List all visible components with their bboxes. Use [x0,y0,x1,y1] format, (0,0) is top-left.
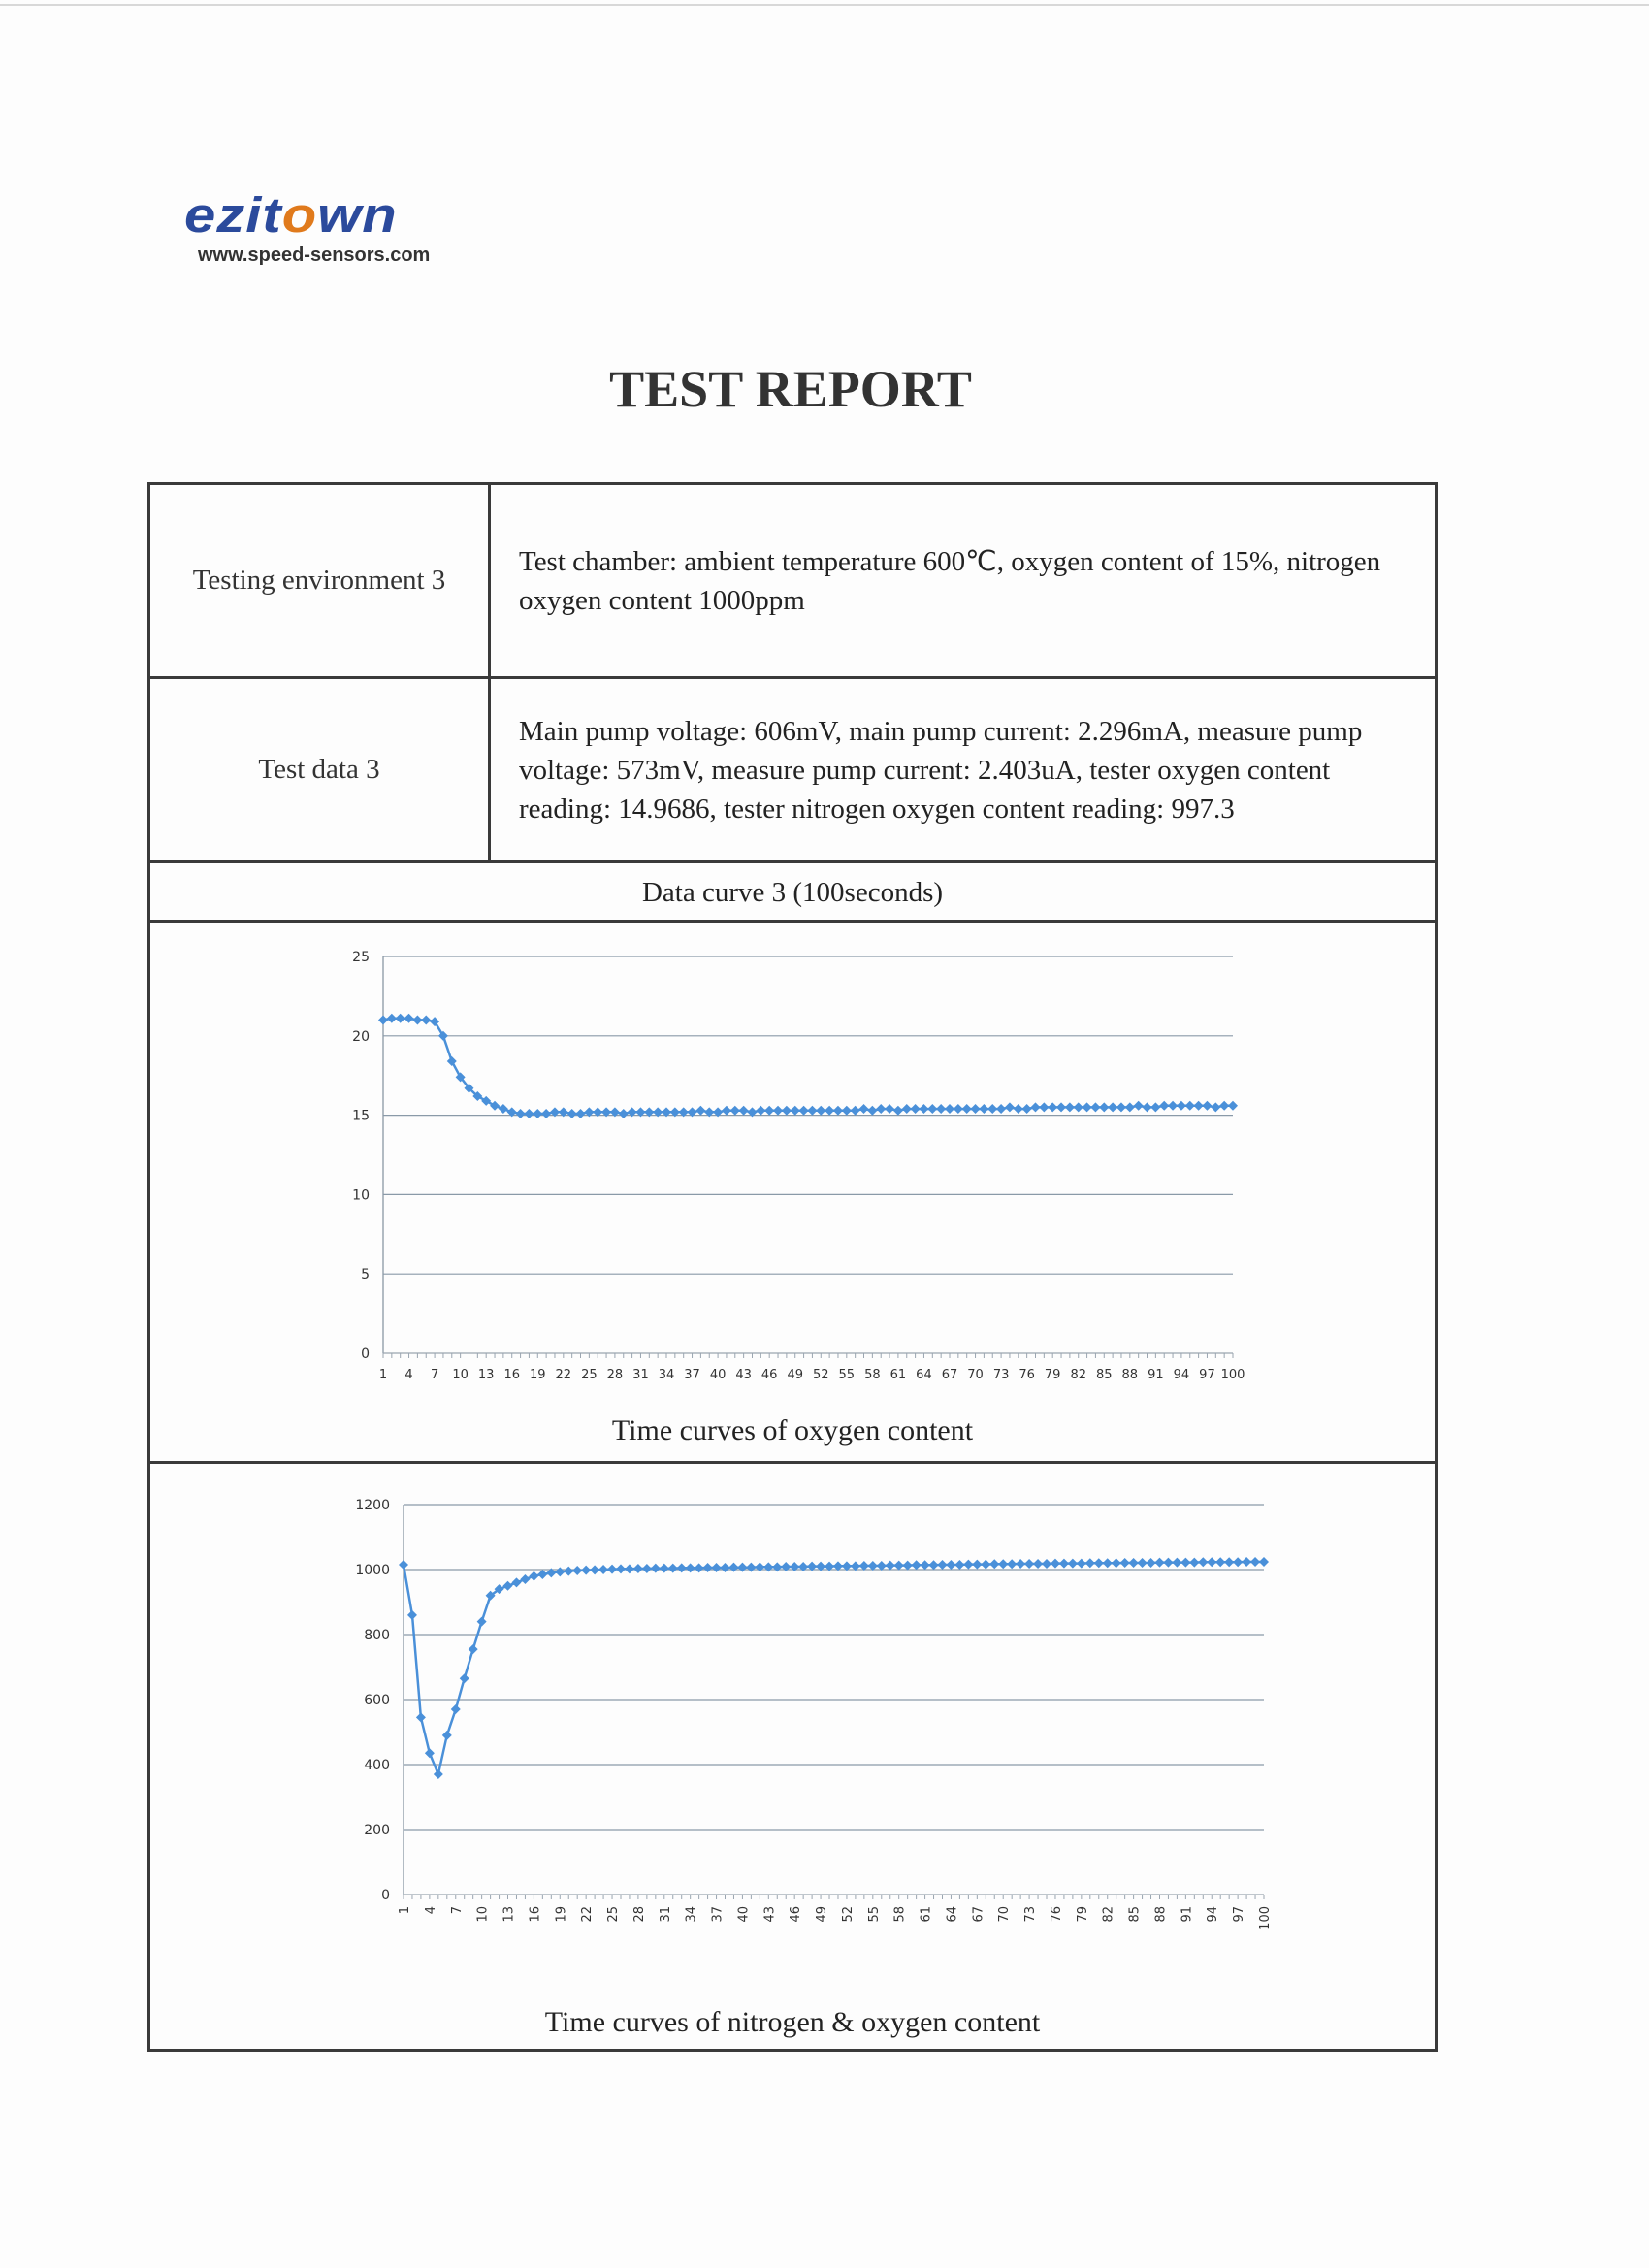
x-tick-label: 49 [787,1368,804,1382]
x-tick-label: 43 [762,1906,778,1923]
x-tick-label: 19 [554,1906,569,1923]
data-point [1147,1558,1156,1568]
x-tick-label: 88 [1153,1906,1169,1923]
x-tick-label: 46 [789,1906,804,1923]
data-point [816,1106,825,1116]
data-point [1116,1102,1126,1112]
y-tick-label: 200 [364,1823,390,1838]
data-point [619,1109,629,1118]
environment-text: Test chamber: ambient temperature 600℃, oxygen content of 15%, nitrogen oxygen content 1000ppm [519,545,1381,616]
data-point [712,1563,722,1572]
x-tick-label: 13 [501,1906,517,1923]
data-point [481,1096,491,1106]
data-point [989,1559,999,1569]
data-point [412,1015,422,1024]
data-point [625,1564,634,1573]
data-point [396,1014,405,1023]
x-tick-label: 82 [1101,1906,1116,1923]
y-tick-label: 0 [381,1888,390,1903]
x-tick-label: 34 [658,1368,675,1382]
data-point [1014,1104,1023,1114]
data-point [1177,1101,1186,1111]
data-point [399,1560,408,1570]
x-tick-label: 28 [631,1906,647,1923]
data-point [499,1104,508,1114]
data-point [893,1106,903,1116]
data-point [425,1748,435,1758]
data-point [927,1104,937,1114]
data-point [447,1056,457,1066]
data-point [972,1560,982,1570]
data-point [541,1109,551,1118]
data-point [954,1560,964,1570]
data-point [1005,1102,1015,1112]
x-tick-label: 16 [503,1368,521,1382]
data-point [1163,1558,1173,1568]
data-point [1228,1101,1238,1111]
data-point [533,1109,542,1118]
data-point [921,1560,930,1570]
data-point [1077,1559,1086,1569]
data-point [1224,1557,1234,1567]
x-tick-label: 61 [889,1368,907,1382]
x-tick-label: 64 [945,1906,960,1923]
row-divider [150,860,1435,863]
data-point [660,1564,669,1573]
data-point [987,1104,997,1114]
data-point [633,1564,643,1573]
data-point [434,1769,443,1779]
x-tick-label: 34 [684,1906,699,1923]
series-line [383,1019,1233,1114]
data-point [722,1106,731,1116]
data-point [677,1563,687,1572]
data-point [1030,1102,1040,1112]
data-point [1159,1101,1169,1111]
data-point [1024,1559,1034,1569]
data-point [421,1015,431,1024]
x-tick-label: 85 [1095,1368,1113,1382]
logo-url: www.speed-sensors.com [198,244,431,266]
x-tick-label: 76 [1049,1906,1064,1923]
data-point [739,1106,749,1116]
x-tick-label: 58 [892,1906,908,1923]
data-point [773,1106,783,1116]
data-point [598,1565,608,1574]
page-title: TEST REPORT [609,360,972,418]
data-point [721,1563,730,1572]
data-point [1211,1102,1220,1112]
data-point [971,1104,981,1114]
data-point [695,1106,705,1116]
x-tick-label: 10 [452,1368,469,1382]
data-point [567,1109,577,1118]
y-tick-label: 1000 [355,1563,390,1578]
data-point [963,1560,973,1570]
scan-edge-line [0,4,1649,6]
data-point [564,1567,573,1576]
data-point [981,1560,990,1570]
x-tick-label: 82 [1070,1368,1087,1382]
y-tick-label: 600 [364,1693,390,1708]
x-tick-label: 79 [1044,1368,1061,1382]
data-point [1039,1102,1049,1112]
data-point [1219,1101,1229,1111]
data-point [407,1610,417,1620]
data-point [520,1574,530,1584]
data-point [642,1564,652,1573]
data-point [730,1106,740,1116]
x-tick-label: 40 [709,1368,727,1382]
data-point [477,1617,487,1627]
x-tick-label: 64 [916,1368,932,1382]
column-divider [488,485,491,863]
data-point [695,1563,704,1572]
data-point [1207,1557,1216,1567]
data-point [668,1564,678,1573]
x-tick-label: 61 [919,1906,934,1923]
data-point [772,1562,782,1571]
environment-label: Testing environment 3 [192,565,446,596]
y-tick-label: 20 [352,1028,370,1045]
data-point [807,1106,817,1116]
x-tick-label: 49 [815,1906,830,1923]
data-point [842,1106,852,1116]
y-tick-label: 5 [361,1267,370,1283]
data-point [1112,1558,1121,1568]
x-tick-label: 1 [398,1906,412,1915]
logo-wordmark: ezitown [184,187,398,243]
x-tick-label: 25 [581,1368,598,1382]
data-point [902,1104,912,1114]
x-tick-label: 97 [1199,1368,1215,1382]
data-point [945,1104,954,1114]
y-tick-label: 800 [364,1628,390,1643]
data-point [607,1565,617,1574]
series-line [404,1562,1264,1774]
data-point [1202,1101,1212,1111]
data-point [782,1106,792,1116]
data-point [1134,1101,1144,1111]
data-point [1022,1104,1032,1114]
x-tick-label: 16 [528,1906,543,1923]
data-point [737,1563,747,1572]
x-tick-label: 19 [529,1368,546,1382]
data-point [1180,1558,1190,1568]
x-tick-label: 52 [840,1906,856,1923]
x-tick-label: 94 [1173,1368,1190,1382]
data-point [876,1104,886,1114]
data-point [516,1109,526,1118]
data-point [911,1104,921,1114]
data-point [703,1563,713,1572]
data-point [1051,1559,1060,1569]
x-tick-label: 91 [1148,1368,1164,1382]
data-point [936,1104,946,1114]
data-point [1150,1102,1160,1112]
data-point [903,1561,913,1571]
data-point [1250,1557,1260,1567]
data-point [1168,1101,1178,1111]
x-tick-label: 73 [1023,1906,1039,1923]
x-tick-label: 100 [1220,1368,1245,1382]
data-point [859,1104,869,1114]
y-tick-label: 1200 [355,1498,390,1513]
data-point [1048,1102,1057,1112]
data-point [616,1564,626,1573]
x-tick-label: 79 [1075,1906,1090,1923]
data-point [1259,1557,1269,1567]
x-tick-label: 52 [812,1368,829,1382]
oxygen-chart-caption: Time curves of oxygen content [611,1414,974,1446]
data-point [867,1106,877,1116]
data-point [460,1673,469,1683]
data-point [555,1567,565,1576]
data-point [851,1106,860,1116]
data-point [590,1565,599,1574]
oxygen-chart [150,923,1435,1408]
x-tick-label: 91 [1180,1906,1195,1923]
x-tick-label: 73 [992,1368,1010,1382]
data-point [529,1571,538,1581]
data-point [912,1560,922,1570]
x-tick-label: 40 [736,1906,752,1923]
data-point [1083,1102,1092,1112]
data-point [442,1731,452,1740]
x-tick-label: 7 [449,1906,465,1915]
data-point [511,1577,521,1587]
data-point [746,1563,756,1572]
data-point [1242,1557,1251,1567]
x-tick-label: 37 [710,1906,726,1923]
x-tick-label: 31 [632,1368,649,1382]
data-point [537,1570,547,1579]
data-point [1108,1102,1117,1112]
company-logo [184,187,495,267]
data-point [996,1104,1006,1114]
data-point [764,1106,774,1116]
data-point [954,1104,963,1114]
data-point [791,1106,800,1116]
data-point [1085,1558,1095,1568]
data-point [1120,1558,1130,1568]
x-tick-label: 70 [997,1906,1013,1923]
x-tick-label: 22 [555,1368,572,1382]
data-point [1189,1558,1199,1568]
data-point [1185,1101,1195,1111]
data-point [728,1563,738,1572]
data-point [576,1109,586,1118]
data-point [1194,1101,1204,1111]
data-point [1233,1557,1243,1567]
data-point [1172,1558,1181,1568]
data-point [1016,1559,1025,1569]
data-point [490,1101,500,1111]
data-point [962,1104,972,1114]
data-point [1099,1102,1109,1112]
data-point [581,1566,591,1575]
data-point [755,1562,764,1571]
x-tick-label: 4 [423,1906,438,1915]
data-point [763,1562,773,1571]
x-tick-label: 55 [866,1906,882,1923]
data-point [1033,1559,1043,1569]
data-point [937,1560,947,1570]
nitrogen-oxygen-chart [150,1464,1435,1988]
data-point [503,1581,513,1591]
data-point [885,1104,894,1114]
x-tick-label: 22 [580,1906,596,1923]
data-point [404,1014,414,1023]
x-tick-label: 7 [430,1368,439,1382]
data-point [1090,1102,1100,1112]
data-point [1059,1559,1069,1569]
x-tick-label: 46 [760,1368,778,1382]
data-point [979,1104,988,1114]
data-point [1094,1558,1104,1568]
data-point [686,1563,695,1572]
data-point [651,1564,661,1573]
data-point [799,1106,809,1116]
data-point [572,1566,582,1575]
data-point [1215,1557,1225,1567]
data-point [416,1712,426,1722]
y-tick-label: 15 [352,1108,370,1124]
data-point [929,1560,939,1570]
test-data-label: Test data 3 [258,754,380,785]
data-point [387,1014,397,1023]
data-point [1056,1102,1066,1112]
x-tick-label: 28 [606,1368,624,1382]
x-tick-label: 1 [378,1368,388,1382]
data-point [1065,1102,1075,1112]
data-point [946,1560,955,1570]
data-point [469,1644,478,1654]
data-point [756,1106,765,1116]
x-tick-label: 10 [475,1906,491,1923]
data-point [451,1704,461,1714]
x-tick-label: 4 [404,1368,413,1382]
data-point [1125,1102,1135,1112]
x-tick-label: 94 [1206,1906,1221,1923]
data-point [1154,1558,1164,1568]
x-tick-label: 37 [684,1368,700,1382]
data-point [378,1015,388,1024]
data-point [833,1106,843,1116]
y-tick-label: 25 [352,950,370,965]
x-tick-label: 25 [606,1906,622,1923]
data-point [1198,1557,1208,1567]
data-point [998,1559,1008,1569]
x-tick-label: 70 [967,1368,984,1382]
x-tick-label: 97 [1232,1906,1247,1923]
data-point [1103,1558,1113,1568]
x-tick-label: 76 [1018,1368,1035,1382]
data-point [1068,1559,1078,1569]
curve-heading: Data curve 3 (100seconds) [641,877,944,908]
data-point [1042,1559,1051,1569]
data-point [1138,1558,1148,1568]
x-tick-label: 43 [735,1368,752,1382]
x-tick-label: 58 [864,1368,881,1382]
x-tick-label: 67 [971,1906,986,1923]
data-point [1143,1102,1152,1112]
data-point [1129,1558,1139,1568]
data-point [894,1561,904,1571]
y-tick-label: 10 [352,1187,370,1204]
y-tick-label: 0 [361,1346,370,1362]
x-tick-label: 88 [1121,1368,1139,1382]
data-point [1007,1559,1017,1569]
test-data-text: Main pump voltage: 606mV, main pump current: 2.296mA, measure pump voltage: 573mV, measure pump current: 2.403uA, tester oxygen content reading: 14.9686, tester nitrogen oxygen content reading: 997.3 [519,715,1363,825]
x-tick-label: 67 [941,1368,958,1382]
data-point [524,1109,534,1118]
data-point [886,1561,895,1571]
y-tick-label: 400 [364,1758,390,1773]
x-tick-label: 31 [658,1906,673,1923]
x-tick-label: 55 [838,1368,856,1382]
x-tick-label: 85 [1127,1906,1143,1923]
data-point [919,1104,928,1114]
data-point [1074,1102,1083,1112]
x-tick-label: 13 [477,1368,495,1382]
report-table [147,482,1438,2052]
data-point [824,1106,834,1116]
nitrogen-oxygen-chart-caption: Time curves of nitrogen & oxygen content [544,2006,1041,2038]
x-tick-label: 100 [1258,1906,1273,1930]
